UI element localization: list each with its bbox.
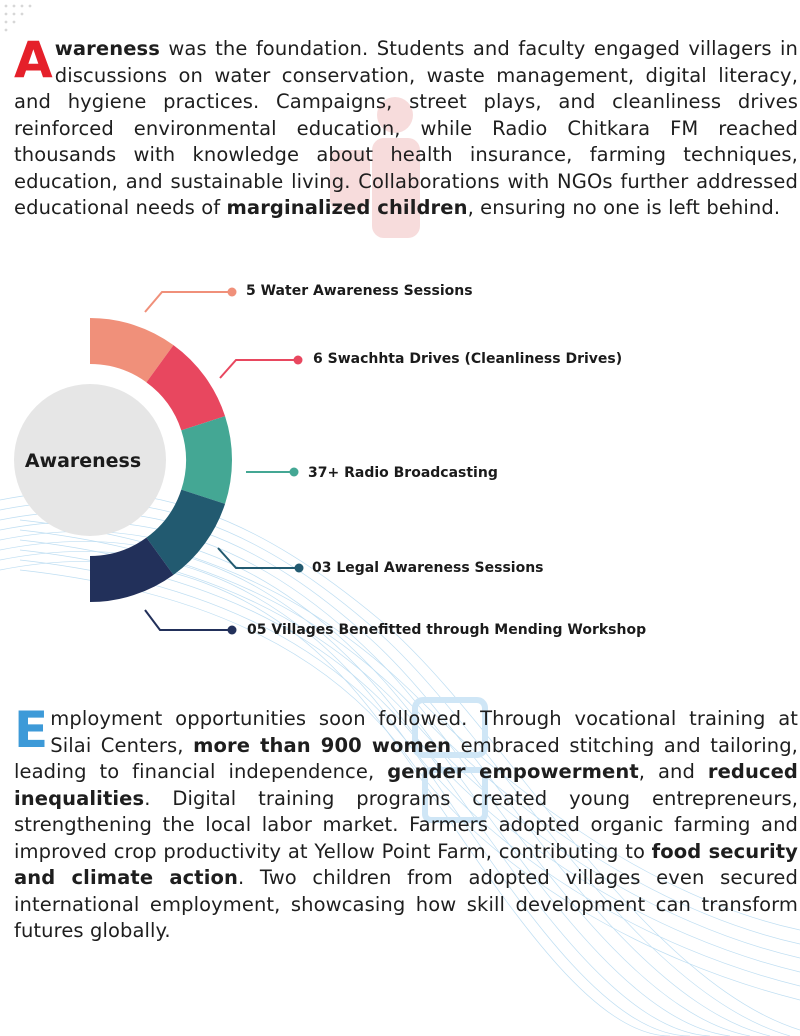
connector-dot [295, 564, 304, 573]
bold-phrase: food security and climate action [14, 839, 798, 889]
paragraph-text: . Digital training programs created young entrepreneurs, strengthening the local labor market. Farmers adopted organic farming and improved crop productivity at Yellow Point Farm, contributing to [14, 786, 798, 863]
bold-phrase: reduced inequalities [14, 760, 798, 810]
item-label-swachhta: 6 Swachhta Drives (Cleanliness Drives) [313, 351, 623, 367]
paragraph-text: , ensuring no one is left behind. [467, 196, 781, 219]
dot-pattern [5, 5, 32, 32]
ring-segment [181, 416, 232, 504]
item-label-radio: 37+ Radio Broadcasting [308, 465, 498, 481]
employment-paragraph [14, 701, 798, 945]
paragraph-text: mployment opportunities soon followed. Through vocational training at Silai Centers, [50, 707, 798, 757]
connector-dot [290, 468, 299, 477]
paragraph-text: embraced stitching and tailoring, leading to financial independence, [14, 733, 798, 783]
paragraph-text: , and [638, 760, 708, 783]
connector-line [220, 360, 298, 378]
bold-phrase: marginalized children [226, 196, 468, 219]
bold-phrase: more than 900 women [193, 733, 452, 757]
item-label-legal: 03 Legal Awareness Sessions [312, 560, 544, 576]
bold-phrase: gender empowerment [387, 760, 639, 783]
item-label-water: 5 Water Awareness Sessions [246, 283, 473, 299]
lead-bold: wareness [54, 37, 160, 60]
connector-dot [228, 626, 237, 635]
paragraph-text: was the foundation. Students and faculty engaged villagers in discussions on water conservation, waste management, digital literacy, and hygiene practices. Campaigns, street plays, and cleanliness drives reinforced environmental education, while Radio Chitkara FM reached thousands with knowledge about health insurance, farming techniques, education, and sustainable living. Collaborations with NGOs further addressed educational needs of [14, 37, 798, 219]
dropcap-a: A [14, 31, 53, 89]
paragraph-text: . Two children from adopted villages even secured international employment, showcasing how skill development can transform futures globally. [14, 866, 798, 942]
connector-line [145, 292, 232, 312]
awareness-paragraph [14, 31, 798, 222]
connector-dot [228, 288, 237, 297]
dropcap-e: E [14, 701, 49, 759]
awareness-diagram [0, 270, 800, 650]
item-label-villages: 05 Villages Benefitted through Mending Workshop [247, 622, 647, 638]
center-label: Awareness [24, 450, 142, 472]
connector-line [145, 610, 232, 630]
connector-line [218, 548, 299, 568]
connector-dot [294, 356, 303, 365]
